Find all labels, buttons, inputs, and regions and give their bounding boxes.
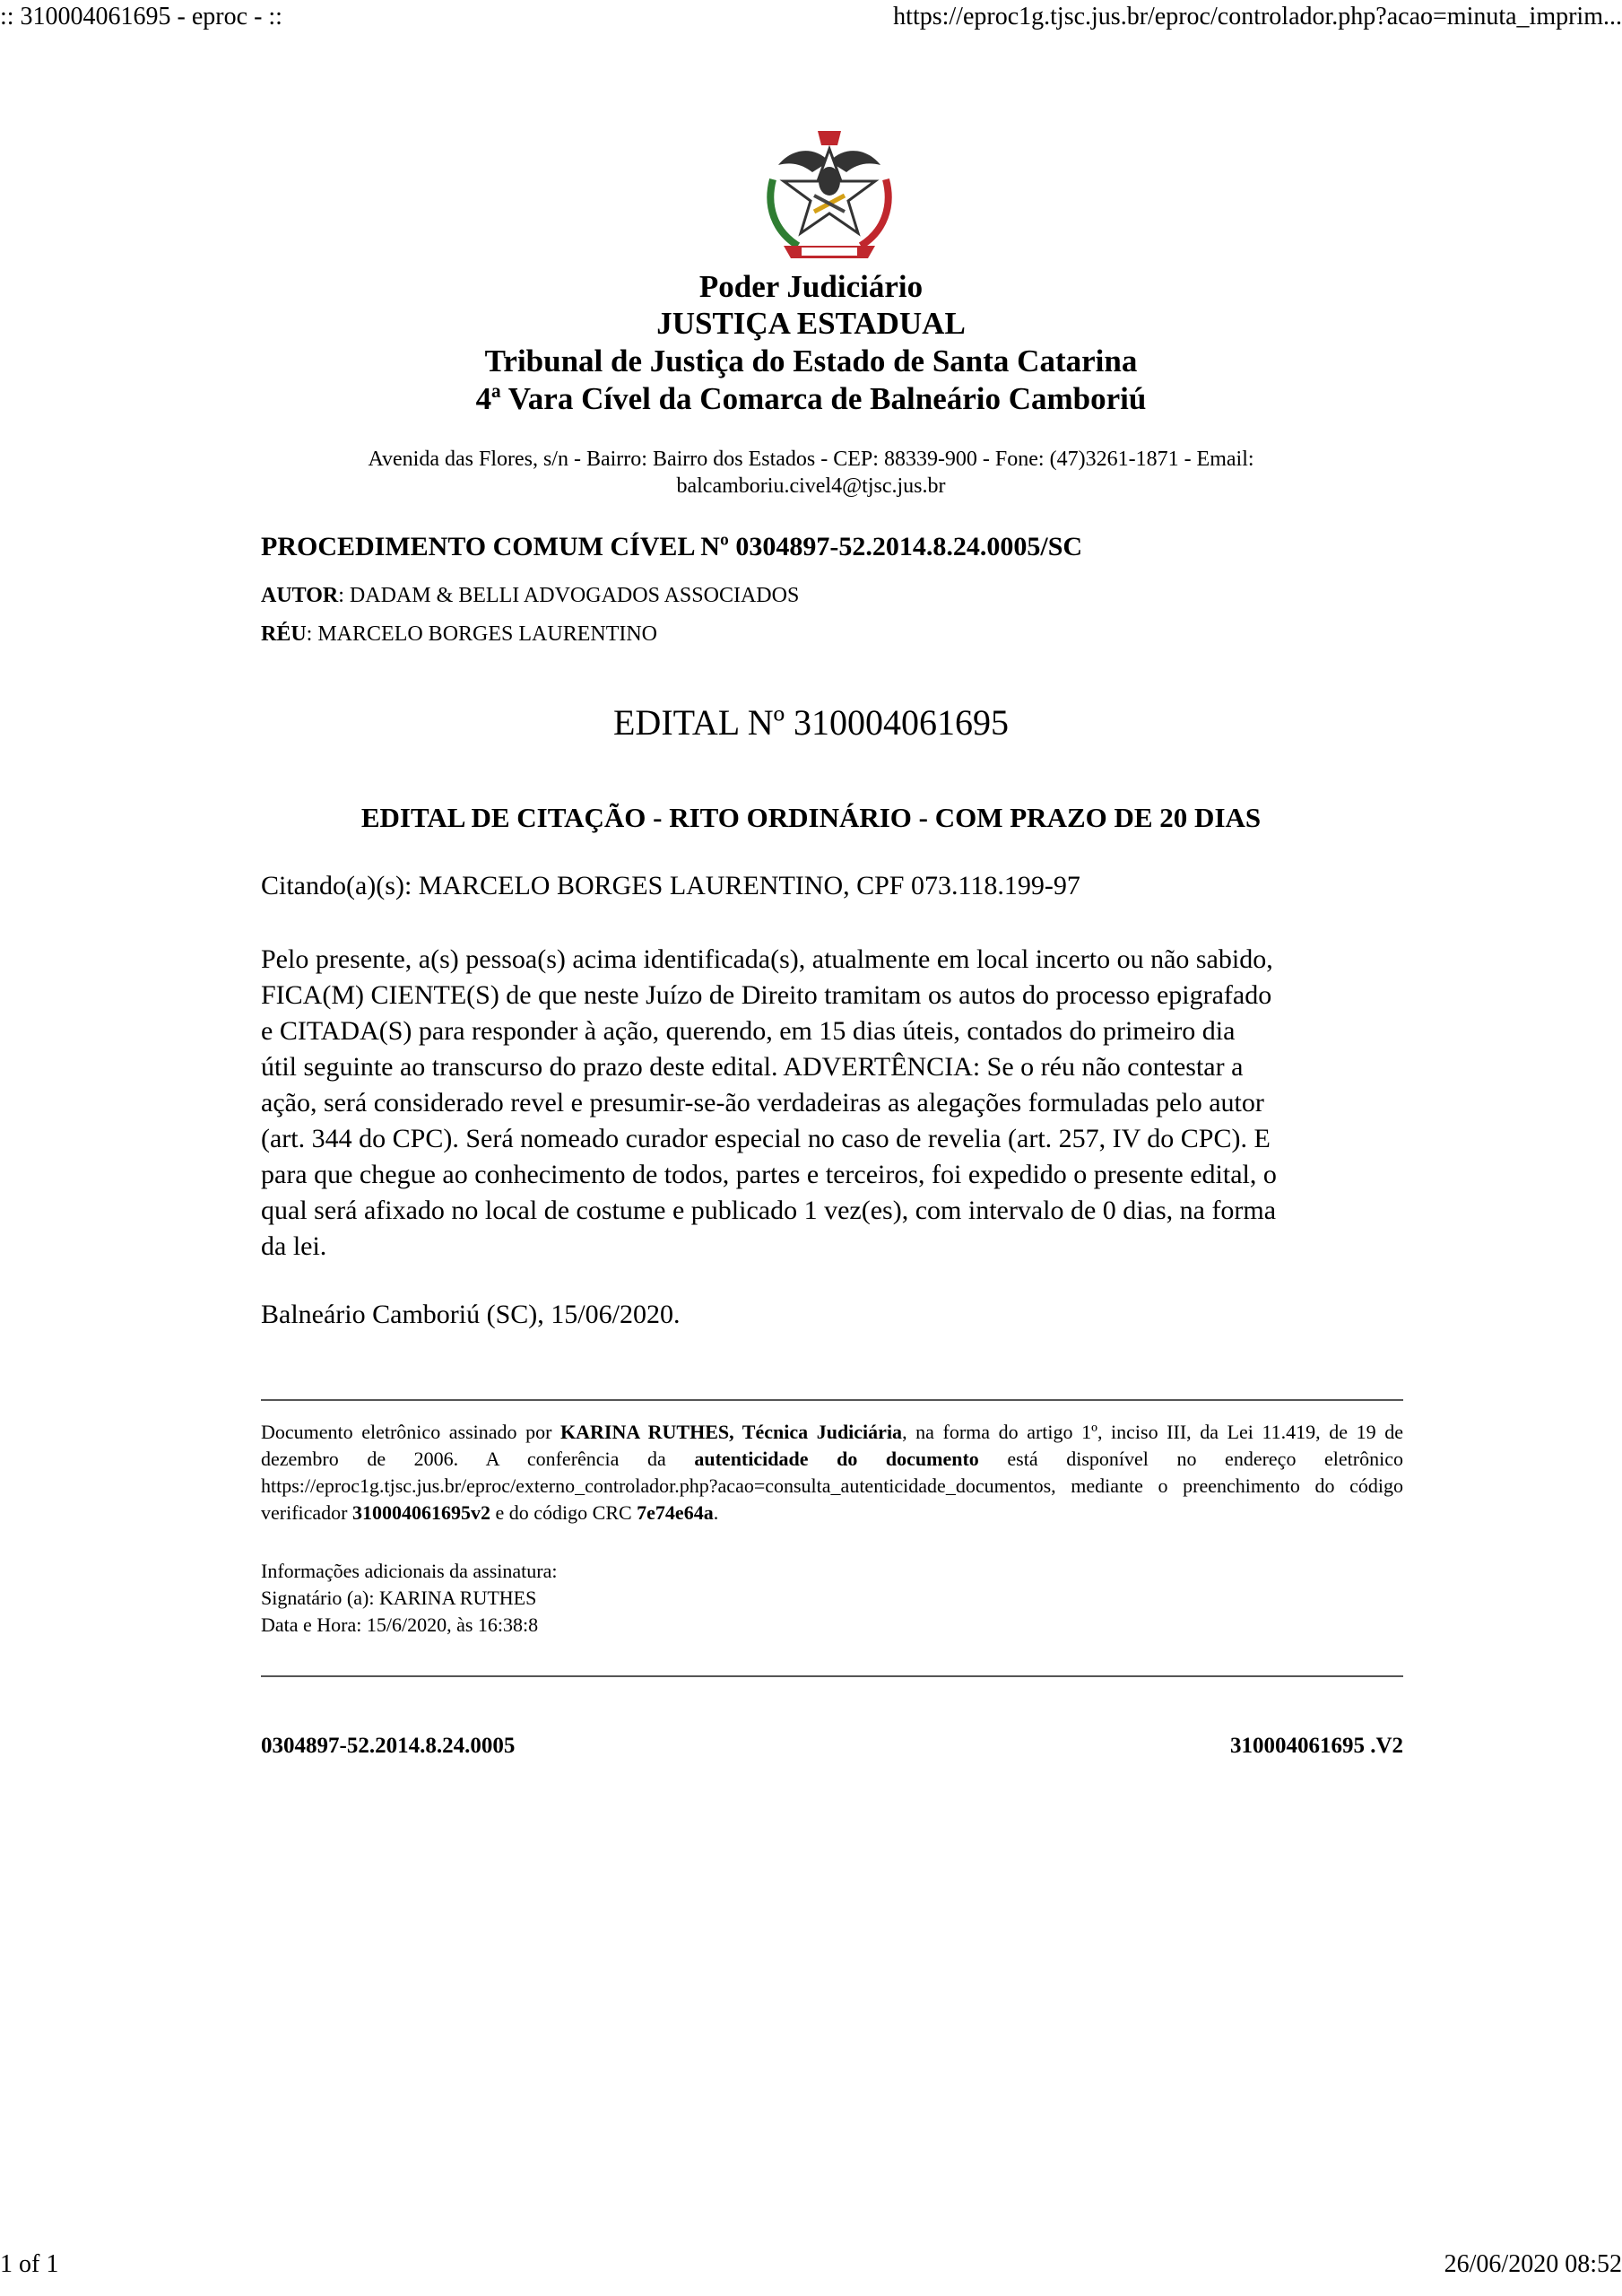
footer-edital-version: 310004061695 .V2 [1229,1734,1403,1758]
body-line: útil seguinte ao transcurso do prazo deste edital. ADVERTÊNCIA: Se o réu não contestar a [261,1052,1244,1082]
print-header-title: :: 310004061695 - eproc - :: [0,3,282,30]
santa-catarina-coat-of-arms-icon [762,126,897,269]
crc-code: 7e74e64a [637,1501,714,1524]
defendant-line [261,621,657,648]
defendant-label: RÉU [261,622,307,646]
author-line [261,582,799,609]
author-value: : DADAM & BELLI ADVOGADOS ASSOCIADOS [338,584,800,607]
address-line-1: Avenida das Flores, s/n - Bairro: Bairro dos Estados - CEP: 88339-900 - Fone: (47)3261-1871 - Email: [368,448,1254,471]
procedure-title: PROCEDIMENTO COMUM CÍVEL Nº 0304897-52.2014.8.24.0005/SC [261,532,1083,561]
info-line-2: Signatário (a): KARINA RUTHES [261,1587,537,1609]
place-date: Balneário Camboriú (SC), 15/06/2020. [261,1300,681,1329]
author-label: AUTOR [261,584,339,607]
address-line-2: balcamboriu.civel4@tjsc.jus.br [676,474,946,498]
divider-bottom [261,1675,1403,1677]
signer-name: KARINA RUTHES, Técnica Judiciária [560,1421,903,1443]
info-line-3: Data e Hora: 15/6/2020, às 16:38:8 [261,1613,539,1636]
edital-body [261,942,1403,1265]
sig-text-3: está disponível no endereço eletrônico https://eproc1g.tjsc.jus.br/eproc/externo_controlador.php?acao=consulta_autenticidade_documentos, mediante o preenchimento do código verificador [261,1448,1403,1524]
signature-additional-info [261,1558,557,1639]
court-line-2: JUSTIÇA ESTADUAL [656,306,966,341]
sig-text-2: , na forma do artigo 1º, inciso III, da Lei 11.419, de 19 de dezembro de 2006. A conferência da [261,1421,1403,1470]
signature-block [261,1419,1403,1526]
body-line: para que chegue ao conhecimento de todos, partes e terceiros, foi expedido o presente edital, o [261,1160,1277,1189]
body-line: da lei. [261,1231,327,1261]
verifier-code: 310004061695v2 [352,1501,490,1524]
court-line-4: 4ª Vara Cível da Comarca de Balneário Camboriú [475,381,1147,416]
sig-text-1: Documento eletrônico assinado por [261,1421,561,1443]
edital-number: EDITAL Nº 310004061695 [613,702,1009,743]
print-footer-datetime: 26/06/2020 08:52 [1444,2250,1622,2278]
footer-process-number: 0304897-52.2014.8.24.0005 [261,1734,516,1758]
body-line: (art. 344 do CPC). Será nomeado curador especial no caso de revelia (art. 257, IV do CPC). E [261,1124,1271,1153]
citando-line: Citando(a)(s): MARCELO BORGES LAURENTINO, CPF 073.118.199-97 [261,871,1080,900]
edital-subtitle: EDITAL DE CITAÇÃO - RITO ORDINÁRIO - COM PRAZO DE 20 DIAS [360,802,1262,833]
court-line-1: Poder Judiciário [698,269,924,304]
print-footer-page: 1 of 1 [0,2250,59,2278]
sig-text-4: e do código CRC [490,1501,638,1524]
body-line: qual será afixado no local de costume e publicado 1 vez(es), com intervalo de 0 dias, na forma [261,1196,1277,1225]
body-line: FICA(M) CIENTE(S) de que neste Juízo de Direito tramitam os autos do processo epigrafado [261,980,1272,1010]
info-line-1: Informações adicionais da assinatura: [261,1560,558,1582]
authenticity-label: autenticidade do documento [694,1448,979,1470]
court-line-3: Tribunal de Justiça do Estado de Santa Catarina [484,344,1138,378]
defendant-value: : MARCELO BORGES LAURENTINO [306,622,658,646]
body-line: e CITADA(S) para responder à ação, querendo, em 15 dias úteis, contados do primeiro dia [261,1016,1236,1046]
body-line: Pelo presente, a(s) pessoa(s) acima identificada(s), atualmente em local incerto ou não sabido, [261,944,1273,974]
sig-text-5: . [713,1501,719,1524]
print-header-url: https://eproc1g.tjsc.jus.br/eproc/controlador.php?acao=minuta_imprim... [893,3,1622,30]
body-line: ação, será considerado revel e presumir-se-ão verdadeiras as alegações formuladas pelo autor [261,1088,1264,1118]
divider-top [261,1399,1403,1401]
